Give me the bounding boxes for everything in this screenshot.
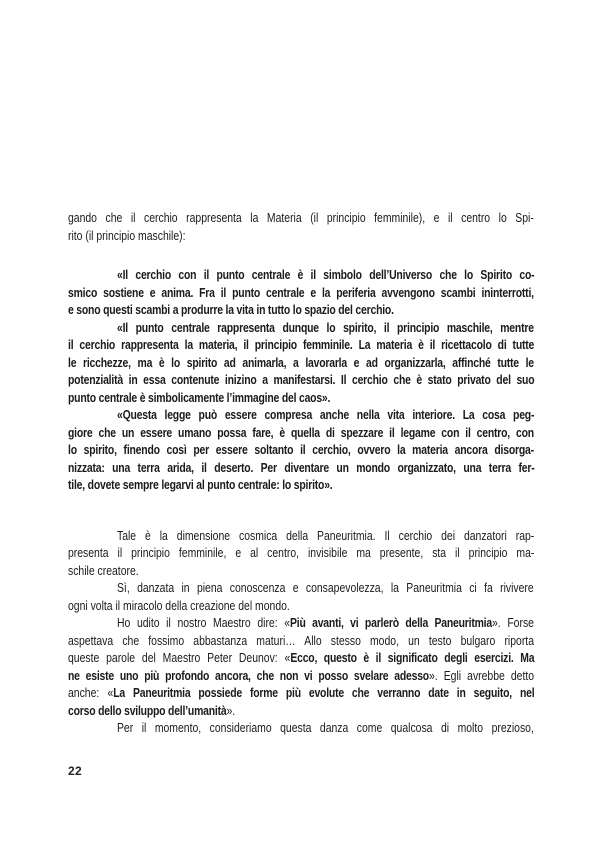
quoted-bold-text: tile, dovete sempre legarvi al punto centrale: lo spirito».	[68, 477, 333, 492]
quoted-bold-text: smico sostiene e anima. Fra il punto centrale e la periferia avvengono scambi ininterrotti,	[68, 284, 534, 300]
text-line-content	[68, 459, 534, 477]
paragraph-per-il-momento	[68, 719, 534, 737]
text-line-content	[68, 354, 534, 372]
body-text: Per il momento, consideriamo questa danza come qualcosa di molto prezioso,	[116, 720, 534, 735]
text-line	[68, 301, 534, 319]
text-line	[68, 597, 534, 615]
text-line	[68, 389, 534, 407]
quoted-bold-text: il cerchio rappresenta la materia, il principio femminile. La materia è il ricettacolo di tutte	[68, 337, 535, 352]
body-text: aspettava che fossimo abbastanza maturi… Allo stesso modo, un testo bulgaro riporta	[68, 632, 535, 648]
text-line-content	[68, 544, 534, 562]
text-line-content	[68, 684, 534, 702]
text-line-content	[68, 562, 139, 580]
text-line-content	[68, 441, 534, 459]
text-line-content	[117, 719, 534, 737]
text-line	[68, 614, 534, 632]
text-line	[68, 562, 534, 580]
paragraph-intro-continuation	[68, 209, 534, 244]
text-line-content	[68, 371, 534, 389]
text-line-content	[117, 266, 534, 284]
quoted-bold-text: «Il punto centrale rappresenta dunque lo spirito, il principio maschile, mentre	[116, 319, 534, 335]
text-line	[68, 459, 534, 477]
paragraph-quote-questa-legge	[68, 406, 534, 494]
paragraph-quote-punto-centrale-spirito	[68, 319, 534, 407]
body-text: ogni volta il miracolo della creazione del mondo.	[68, 597, 290, 613]
body-text: gando che il cerchio rappresenta la Materia (il principio femminile), e il centro lo Spi-	[68, 210, 534, 225]
quoted-bold-text: lo spirito, finendo così per essere soltanto il cerchio, ovvero la materia ancora disorga-	[68, 442, 534, 457]
quoted-bold-text: corso dello sviluppo dell’umanità	[68, 702, 227, 718]
body-text: anche: «	[68, 685, 114, 700]
body-text: Tale è la dimensione cosmica della Paneuritmia. Il cerchio dei danzatori rap-	[116, 527, 535, 543]
body-text: ». Forse	[491, 615, 534, 630]
quoted-bold-text: «Il cerchio con il punto centrale è il simbolo dell’Universo che lo Spirito co-	[116, 267, 535, 282]
text-line	[68, 476, 534, 494]
text-line-content	[117, 406, 534, 424]
text-line-content	[68, 649, 534, 667]
text-line-content	[68, 389, 330, 407]
text-line-content	[68, 301, 394, 319]
page-number: 22	[68, 764, 82, 778]
text-line	[68, 371, 534, 389]
body-text: Ho udito il nostro Maestro dire: «	[116, 615, 291, 630]
text-line	[68, 406, 534, 424]
paragraph-si-danzata	[68, 579, 534, 614]
text-line-content	[68, 667, 534, 685]
text-line	[68, 266, 534, 284]
text-line	[68, 579, 534, 597]
body-text: rito (il principio maschile):	[68, 227, 186, 243]
text-line-content	[68, 597, 290, 615]
body-text: schile creatore.	[68, 562, 139, 578]
quoted-bold-text: «Questa legge può essere compresa anche nella vita interiore. La cosa peg-	[116, 407, 535, 422]
paragraph-quote-cerchio-punto-centrale	[68, 266, 534, 319]
text-line	[68, 209, 534, 227]
text-line	[68, 227, 534, 245]
text-line-content	[117, 614, 534, 632]
text-line-content	[68, 284, 534, 302]
body-text: ». Egli avrebbe detto	[428, 667, 535, 683]
text-line-content	[117, 579, 534, 597]
text-line	[68, 544, 534, 562]
quoted-bold-text: potenzialità in essa contenute inizino a manifestarsi. Il cerchio che è stato privato del suo	[68, 372, 535, 387]
quoted-bold-text: La Paneuritmia possiede forme più evolute che verranno date in seguito, nel	[113, 685, 535, 700]
quoted-bold-text: giore che un essere umano possa fare, è quella di spezzare il legame con il centro, con	[68, 424, 534, 440]
body-text: queste parole del Maestro Peter Deunov: «	[68, 650, 291, 665]
quoted-bold-text: Più avanti, vi parlerò della Paneuritmia	[290, 615, 492, 630]
text-line	[68, 284, 534, 302]
text-line-content	[68, 336, 534, 354]
quoted-bold-text: e sono questi scambi a produrre la vita in tutto lo spazio del cerchio.	[68, 302, 394, 317]
text-line	[68, 354, 534, 372]
text-line	[68, 667, 534, 685]
quoted-bold-text: Ecco, questo è il significato degli esercizi. Ma	[290, 650, 535, 665]
text-line-content	[68, 476, 333, 494]
text-block	[68, 209, 534, 737]
text-line-content	[68, 209, 534, 227]
text-line-content	[68, 424, 534, 442]
paragraph-tale-dimensione-cosmica	[68, 527, 534, 580]
text-line	[68, 424, 534, 442]
text-line	[68, 702, 534, 720]
text-line-content	[68, 227, 186, 245]
text-line	[68, 632, 534, 650]
text-line-content	[68, 702, 235, 720]
body-text: Sì, danzata in piena conoscenza e consapevolezza, la Paneuritmia ci fa rivivere	[116, 580, 534, 595]
text-line	[68, 719, 534, 737]
quoted-bold-text: punto centrale è simbolicamente l’immagine del caos».	[68, 389, 331, 405]
text-line	[68, 684, 534, 702]
quoted-bold-text: ne esiste uno più profondo ancora, che non vi posso svelare adesso	[68, 667, 429, 683]
text-line-content	[68, 632, 534, 650]
body-text: ».	[226, 702, 236, 718]
text-line-content	[117, 319, 534, 337]
body-text: presenta il principio femminile, e al centro, invisibile ma presente, sta il principio ma-	[68, 545, 535, 560]
text-line	[68, 319, 534, 337]
text-line	[68, 527, 534, 545]
quoted-bold-text: nizzata: una terra arida, il deserto. Per diventare un mondo organizzato, una terra fer-	[68, 459, 535, 475]
quoted-bold-text: le ricchezze, ma è lo spirito ad animarla, a lavorarla e ad organizzarla, affinché tutte le	[68, 354, 534, 370]
text-line-content	[117, 527, 534, 545]
text-line	[68, 649, 534, 667]
text-line	[68, 336, 534, 354]
paragraph-ho-udito-maestro	[68, 614, 534, 719]
text-line	[68, 441, 534, 459]
